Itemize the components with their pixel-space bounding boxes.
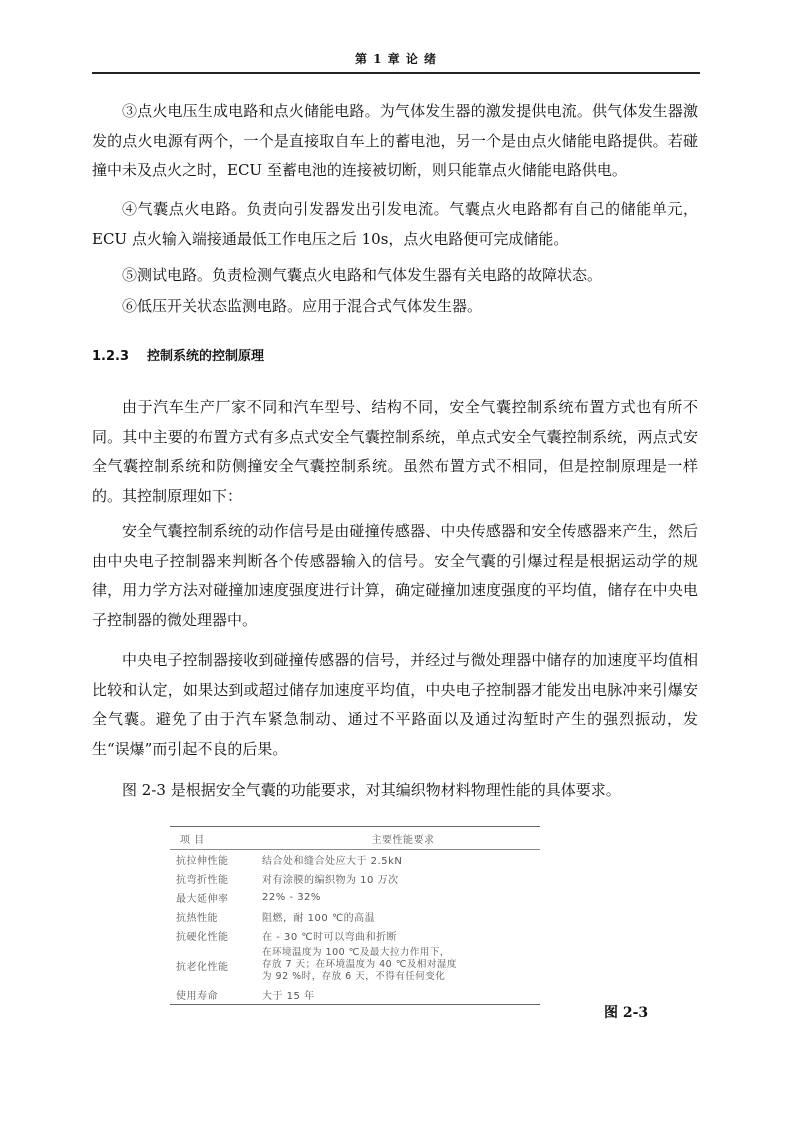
table-row <box>170 926 540 945</box>
table-cell-item: 抗老化性能 <box>176 961 229 973</box>
requirement-line: 阻燃，耐 100 ℃的高温 <box>262 913 376 924</box>
requirement-line: 22% - 32% <box>262 892 321 903</box>
table-row <box>170 869 540 888</box>
table-row <box>170 985 540 1004</box>
table-cell-item: 抗热性能 <box>176 913 218 924</box>
requirement-line: 对有涂膜的编织物为 10 万次 <box>262 875 399 886</box>
table-cell-requirement <box>262 928 540 943</box>
table-cell-item: 使用寿命 <box>176 991 218 1002</box>
section-number: 1.2.3 <box>92 349 130 364</box>
table-body <box>170 850 540 1004</box>
item-5-test-circuit: ⑤测试电路。负责检测气囊点火电路和气体发生器有关电路的故障状态。 <box>122 266 603 284</box>
table-cell-item: 抗硬化性能 <box>176 932 229 943</box>
item-6-low-voltage-monitor: ⑥低压开关状态监测电路。应用于混合式气体发生器。 <box>122 297 483 315</box>
table-bottom-rule <box>170 1004 540 1005</box>
requirement-line: 在环境温度为 100 ℃及最大拉力作用下， <box>262 947 450 958</box>
table-cell-requirement <box>262 852 540 867</box>
requirement-line: 在 - 30 ℃时可以弯曲和折断 <box>262 932 398 943</box>
section-title: 控制系统的控制原理 <box>147 349 265 364</box>
requirement-line: 大于 15 年 <box>262 991 315 1002</box>
paragraph-signal-source: 安全气囊控制系统的动作信号是由碰撞传感器、中央传感器和安全传感器来产生，然后由中央电子控制器来判断各个传感器输入的信号。安全气囊的引爆过程是根据运动学的规律，用力学方法对碰撞加速度强度进行计算，确定碰撞加速度强度的平均值，储存在中央电子控制器的微处理器中。 <box>92 522 698 629</box>
table-header-item: 项 目 <box>180 834 205 846</box>
section-heading <box>92 345 264 364</box>
paragraph-ecu-trigger: 中央电子控制器接收到碰撞传感器的信号，并经过与微处理器中储存的加速度平均值相比较和认定，如果达到或超过储存加速度平均值，中央电子控制器才能发出电脉冲来引爆安全气囊。避免了由于汽车紧急制动、通过不平路面以及通过沟堑时产生的强烈振动，发生“误爆”而引起不良的后果。 <box>92 651 698 758</box>
table-cell-item: 抗弯折性能 <box>176 875 229 886</box>
paragraph-figure-intro: 图 2-3 是根据安全气囊的功能要求，对其编织物材料物理性能的具体要求。 <box>122 781 621 799</box>
page-header: 第 1 章 论 绪 <box>354 52 438 66</box>
requirement-line: 为 92 %时，存放 6 天，不得有任何变化 <box>262 971 446 982</box>
table-cell-requirement <box>262 987 540 1002</box>
table-row <box>170 945 540 985</box>
table-header-requirement: 主要性能要求 <box>371 834 435 846</box>
table-row <box>170 850 540 869</box>
figure-caption: 图 2-3 <box>604 1005 649 1021</box>
table-cell-requirement <box>262 892 540 903</box>
table-cell-requirement <box>262 909 540 924</box>
table-row <box>170 888 540 907</box>
requirement-line: 结合处和缝合处应大于 2.5kN <box>262 856 403 867</box>
table-cell-item: 抗拉伸性能 <box>176 856 229 867</box>
paragraph-layout-types: 由于汽车生产厂家不同和汽车型号、结构不同，安全气囊控制系统布置方式也有所不同。其中主要的布置方式有多点式安全气囊控制系统，单点式安全气囊控制系统，两点式安全气囊控制系统和防侧撞安全气囊控制系统。虽然布置方式不相同，但是控制原理是一样的。其控制原理如下： <box>92 398 698 505</box>
table-cell-requirement <box>262 871 540 886</box>
fabric-requirements-table <box>170 826 540 1005</box>
table-cell-requirement <box>262 947 540 983</box>
table-header-row <box>170 827 540 850</box>
item-4-airbag-ignition-circuit: ④气囊点火电路。负责向引发器发出引发电流。气囊点火电路都有自己的储能单元，ECU 点火输入端接通最低工作电压之后 10s，点火电路便可完成储能。 <box>92 200 698 248</box>
table-row <box>170 907 540 926</box>
table-cell-item: 最大延伸率 <box>176 894 229 905</box>
requirement-line: 存放 7 天；在环境温度为 40 ℃及相对湿度 <box>262 959 457 970</box>
item-3-ignition-voltage: ③点火电压生成电路和点火储能电路。为气体发生器的激发提供电流。供气体发生器激发的点火电源有两个，一个是直接取自车上的蓄电池，另一个是由点火储能电路提供。若碰撞中未及点火之时，ECU 至蓄电池的连接被切断，则只能靠点火储能电路供电。 <box>92 102 698 179</box>
header-divider <box>92 72 700 74</box>
